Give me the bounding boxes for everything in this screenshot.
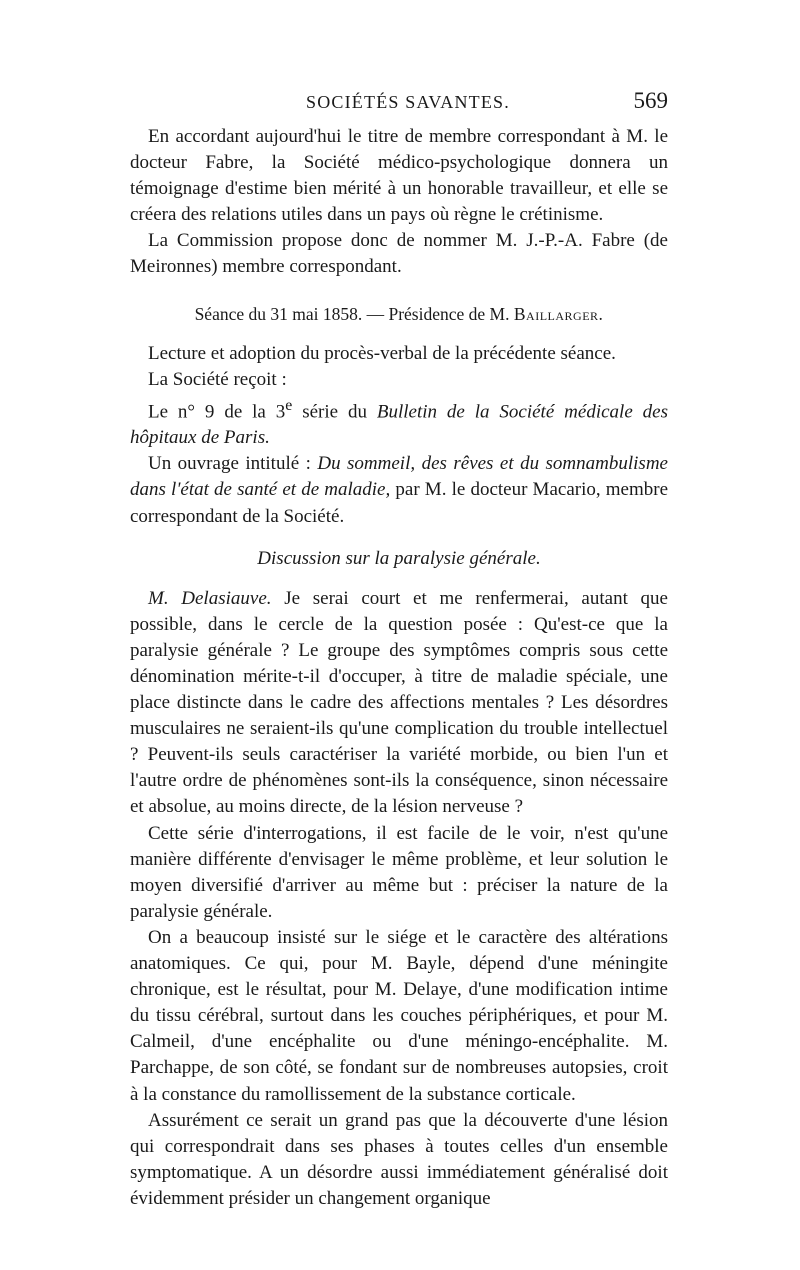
paragraph-society-receives: La Société reçoit : xyxy=(148,368,287,390)
session-heading xyxy=(130,301,668,327)
bulletin-series-text: série du xyxy=(292,401,377,423)
speaker-name: M. Delasiauve. xyxy=(148,587,272,609)
page-number: 569 xyxy=(633,88,668,113)
paragraph-delasiauve-speech xyxy=(130,586,668,821)
paragraph-interrogations: Cette série d'interrogations, il est facile de le voir, n'est qu'une manière différente d'envisager le même problème, et leur solution le moyen diversifié d'arriver au même but : préciser la nature de la paralysie générale. xyxy=(130,822,668,922)
bulletin-title: Bulletin de la Société médicale des hôpitaux de Paris. xyxy=(130,401,668,449)
paragraph-anatomical-alterations: On a beaucoup insisté sur le siége et le caractère des altérations anatomiques. Ce qui, pour M. Bayle, dépend d'une méningite chronique, est le résultat, pour M. Delaye, d'une modification intime du tissu cérébral, surtout dans les couches périphériques, et pour M. Calmeil, d'une encéphalite ou d'une méningo-encéphalite. M. Parchappe, de son côté, se fondant sur de nombreuses autopsies, croit à la constance du ramollissement de la substance corticale. xyxy=(130,926,668,1105)
paragraph-commission-proposal: La Commission propose donc de nommer M. J.-P.-A. Fabre (de Meironnes) membre correspondant. xyxy=(130,230,668,278)
running-title: SOCIÉTÉS SAVANTES. xyxy=(306,92,510,112)
paragraph-minutes-adoption: Lecture et adoption du procès-verbal de la précédente séance. xyxy=(148,342,616,364)
session-date-text: Séance du 31 mai 1858. — Présidence de M. xyxy=(194,303,514,324)
page-body xyxy=(130,124,668,1212)
paragraph-fabre-membership: En accordant aujourd'hui le titre de membre correspondant à M. le docteur Fabre, la Société médico-psychologique donnera un témoignage d'estime bien mérité à un honorable travailleur, et elle se créera des relations utiles dans un pays où règne le crétinisme. xyxy=(130,126,668,226)
book-title: Du sommeil, des rêves et du somnambulisme dans l'état de santé et de maladie, xyxy=(130,453,668,501)
speech-text: Je serai court et me renfermerai, autant que possible, dans le cercle de la question posée : Qu'est-ce que la paralysie générale ? Le groupe des symptômes compris sous cette dénomination mérite-t-il d'occuper, à titre de maladie spéciale, une place distincte dans le cadre des affections mentales ? Les désordres musculaires ne seraient-ils qu'une complication du trouble intellectuel ? Peuvent-ils seuls caractériser la variété morbide, ou bien l'un et l'autre ordre de phénomènes sont-ils la conséquence, sinon nécessaire et absolue, au moins directe, de la lésion nerveuse ? xyxy=(130,587,668,818)
ordinal-superscript: e xyxy=(285,396,293,414)
paragraph-lesion-discovery: Assurément ce serait un grand pas que la découverte d'une lésion qui correspondrait dans ses phases à toutes celles d'un ensemble symptomatique. A un désordre aussi immédiatement généralisé doit évidemment présider un changement organique xyxy=(130,1109,668,1209)
section-title: Discussion sur la paralysie générale. xyxy=(257,547,541,569)
book-intro-text: Un ouvrage intitulé : xyxy=(148,453,318,475)
bulletin-number-text: Le n° 9 de la 3 xyxy=(148,401,286,423)
paragraph-book-received xyxy=(130,451,668,529)
page-header xyxy=(130,88,668,122)
book-author-text: par M. le docteur Macario, membre correspondant de la Société. xyxy=(130,479,669,527)
paragraph-bulletin-received xyxy=(130,393,668,452)
session-president: Baillarger. xyxy=(513,303,604,324)
